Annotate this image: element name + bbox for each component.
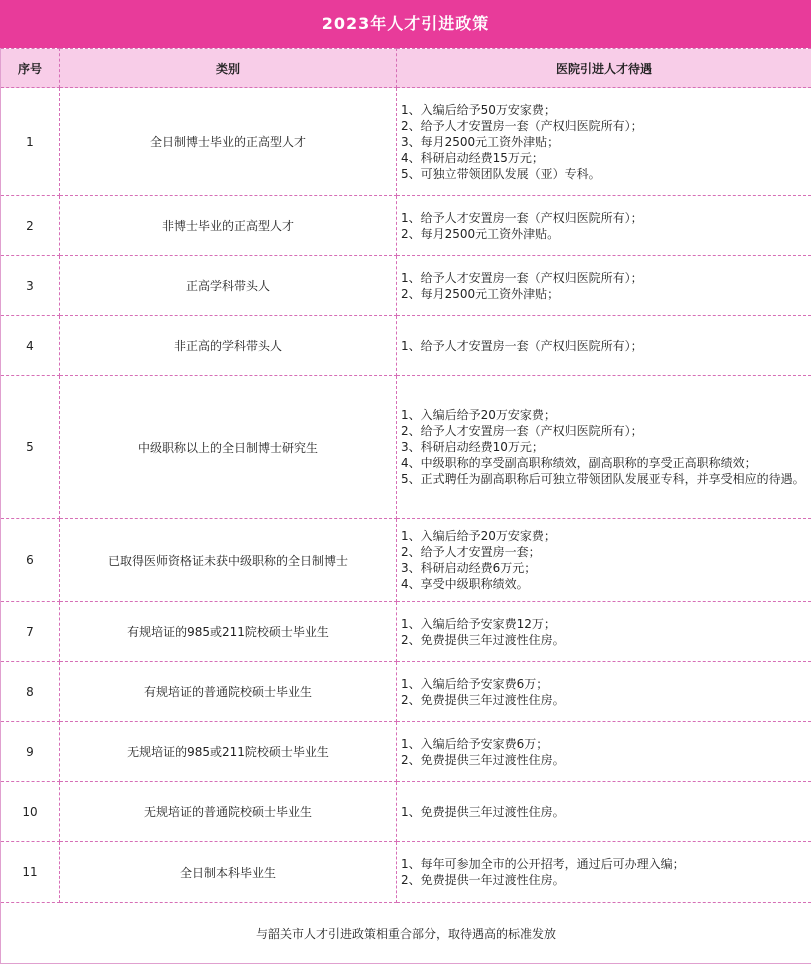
- table-body: [1, 88, 811, 903]
- header-no: 序号: [1, 49, 60, 88]
- benefit-item: 1、每年可参加全市的公开招考，通过后可办理入编；: [401, 856, 811, 872]
- benefit-item: 2、免费提供三年过渡性住房。: [401, 692, 811, 708]
- page-title: 2023年人才引进政策: [0, 0, 811, 48]
- row-benefits: [397, 722, 811, 782]
- table-row: [1, 316, 811, 376]
- benefit-item: 1、给予人才安置房一套（产权归医院所有）；: [401, 210, 811, 226]
- row-benefits: [397, 316, 811, 376]
- table-row: [1, 376, 811, 519]
- benefit-item: 1、给予人才安置房一套（产权归医院所有）；: [401, 270, 811, 286]
- table-row: [1, 842, 811, 903]
- benefit-item: 2、免费提供一年过渡性住房。: [401, 872, 811, 888]
- benefit-item: 5、正式聘任为副高职称后可独立带领团队发展亚专科，并享受相应的待遇。: [401, 471, 811, 487]
- row-category: 无规培证的普通院校硕士毕业生: [60, 782, 397, 842]
- benefit-item: 5、可独立带领团队发展（亚）专科。: [401, 166, 811, 182]
- row-number: 9: [1, 722, 60, 782]
- row-benefits: [397, 256, 811, 316]
- benefit-item: 1、入编后给予安家费6万；: [401, 736, 811, 752]
- row-category: 有规培证的普通院校硕士毕业生: [60, 662, 397, 722]
- row-category: 正高学科带头人: [60, 256, 397, 316]
- benefit-item: 3、每月2500元工资外津贴；: [401, 134, 811, 150]
- row-number: 6: [1, 519, 60, 602]
- row-category: 中级职称以上的全日制博士研究生: [60, 376, 397, 519]
- row-benefits: [397, 662, 811, 722]
- row-category: 已取得医师资格证未获中级职称的全日制博士: [60, 519, 397, 602]
- benefit-item: 1、入编后给予50万安家费；: [401, 102, 811, 118]
- row-benefits: [397, 602, 811, 662]
- benefit-item: 2、每月2500元工资外津贴；: [401, 286, 811, 302]
- table-row: [1, 256, 811, 316]
- table-row: [1, 196, 811, 256]
- benefit-item: 1、给予人才安置房一套（产权归医院所有）；: [401, 338, 811, 354]
- table-row: [1, 782, 811, 842]
- row-category: 全日制本科毕业生: [60, 842, 397, 903]
- row-number: 7: [1, 602, 60, 662]
- policy-table: [0, 48, 811, 964]
- row-category: 全日制博士毕业的正高型人才: [60, 88, 397, 196]
- row-benefits: [397, 376, 811, 519]
- table-row: [1, 662, 811, 722]
- row-number: 5: [1, 376, 60, 519]
- benefit-item: 4、享受中级职称绩效。: [401, 576, 811, 592]
- table-header-row: [1, 49, 811, 88]
- benefit-item: 3、科研启动经费10万元；: [401, 439, 811, 455]
- row-benefits: [397, 196, 811, 256]
- table-row: [1, 88, 811, 196]
- table-row: [1, 722, 811, 782]
- row-category: 有规培证的985或211院校硕士毕业生: [60, 602, 397, 662]
- header-category: 类别: [60, 49, 397, 88]
- benefit-item: 2、每月2500元工资外津贴。: [401, 226, 811, 242]
- benefit-item: 1、入编后给予20万安家费；: [401, 407, 811, 423]
- benefit-item: 1、入编后给予20万安家费；: [401, 528, 811, 544]
- row-benefits: [397, 782, 811, 842]
- benefit-item: 2、免费提供三年过渡性住房。: [401, 752, 811, 768]
- row-number: 11: [1, 842, 60, 903]
- benefit-item: 2、免费提供三年过渡性住房。: [401, 632, 811, 648]
- row-benefits: [397, 88, 811, 196]
- row-benefits: [397, 842, 811, 903]
- row-number: 4: [1, 316, 60, 376]
- footer-row: [1, 903, 811, 964]
- row-category: 非博士毕业的正高型人才: [60, 196, 397, 256]
- benefit-item: 1、入编后给予安家费6万；: [401, 676, 811, 692]
- row-number: 3: [1, 256, 60, 316]
- benefit-item: 3、科研启动经费6万元；: [401, 560, 811, 576]
- row-number: 10: [1, 782, 60, 842]
- footer-note: 与韶关市人才引进政策相重合部分，取待遇高的标准发放: [1, 903, 811, 964]
- benefit-item: 2、给予人才安置房一套（产权归医院所有）；: [401, 423, 811, 439]
- row-number: 1: [1, 88, 60, 196]
- row-category: 无规培证的985或211院校硕士毕业生: [60, 722, 397, 782]
- benefit-item: 1、免费提供三年过渡性住房。: [401, 804, 811, 820]
- row-number: 8: [1, 662, 60, 722]
- benefit-item: 1、入编后给予安家费12万；: [401, 616, 811, 632]
- benefit-item: 2、给予人才安置房一套；: [401, 544, 811, 560]
- row-number: 2: [1, 196, 60, 256]
- benefit-item: 4、中级职称的享受副高职称绩效，副高职称的享受正高职称绩效；: [401, 455, 811, 471]
- header-benefits: 医院引进人才待遇: [397, 49, 811, 88]
- table-row: [1, 519, 811, 602]
- table-row: [1, 602, 811, 662]
- row-category: 非正高的学科带头人: [60, 316, 397, 376]
- benefit-item: 2、给予人才安置房一套（产权归医院所有）；: [401, 118, 811, 134]
- row-benefits: [397, 519, 811, 602]
- benefit-item: 4、科研启动经费15万元；: [401, 150, 811, 166]
